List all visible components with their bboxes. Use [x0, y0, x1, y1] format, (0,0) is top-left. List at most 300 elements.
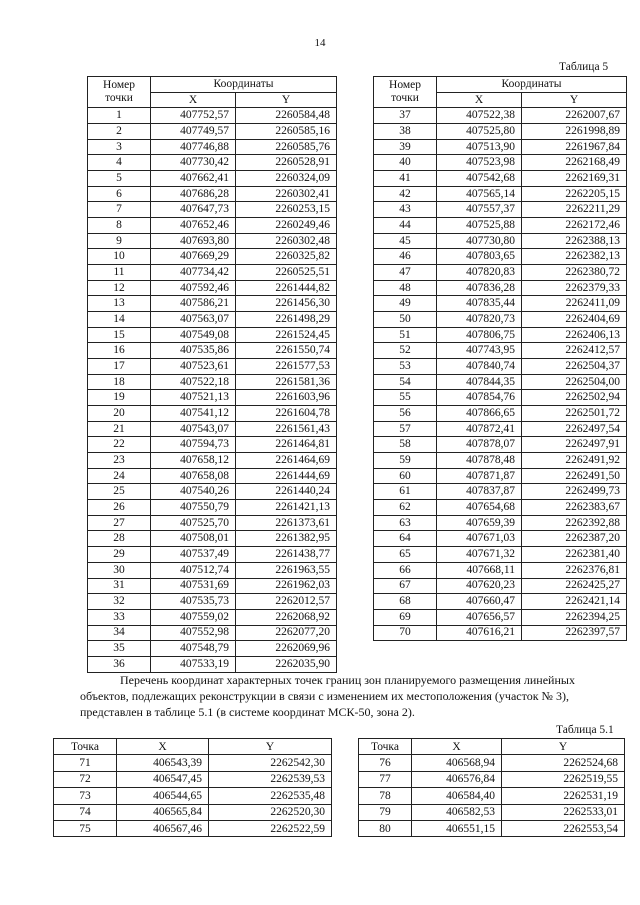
point-number-cell: 59 — [374, 453, 437, 469]
x-coordinate-cell: 407820,83 — [437, 265, 522, 281]
point-header: Точка — [359, 739, 412, 755]
point-number-cell: 24 — [88, 468, 151, 484]
table-row — [374, 171, 627, 187]
table-row — [359, 755, 625, 771]
table-row — [374, 186, 627, 202]
table-row — [88, 578, 337, 594]
table-row — [88, 656, 337, 672]
table-row — [88, 406, 337, 422]
x-coordinate-cell: 407658,12 — [151, 453, 236, 469]
point-number-cell: 67 — [374, 578, 437, 594]
x-coordinate-cell: 407542,68 — [437, 171, 522, 187]
table-5-right — [373, 76, 627, 641]
point-number-cell: 78 — [359, 788, 412, 804]
point-number-cell: 41 — [374, 171, 437, 187]
point-number-cell: 74 — [54, 804, 117, 820]
table-row — [374, 108, 627, 124]
point-number-cell: 21 — [88, 421, 151, 437]
y-coordinate-cell: 2261464,69 — [236, 453, 337, 469]
x-coordinate-cell: 407508,01 — [151, 531, 236, 547]
y-coordinate-cell: 2262168,49 — [522, 155, 627, 171]
table-row — [374, 312, 627, 328]
y-coordinate-cell: 2262380,72 — [522, 265, 627, 281]
y-coordinate-cell: 2261464,81 — [236, 437, 337, 453]
y-header: Y — [522, 92, 627, 108]
table-row — [88, 202, 337, 218]
table-row — [359, 804, 625, 820]
point-number-cell: 34 — [88, 625, 151, 641]
table-row — [374, 296, 627, 312]
point-number-cell: 77 — [359, 771, 412, 787]
table-row — [88, 171, 337, 187]
point-number-cell: 73 — [54, 788, 117, 804]
y-coordinate-cell: 2262501,72 — [522, 406, 627, 422]
table-row — [88, 453, 337, 469]
point-number-cell: 69 — [374, 609, 437, 625]
point-number-cell: 66 — [374, 562, 437, 578]
point-number-cell: 45 — [374, 233, 437, 249]
point-number-cell: 56 — [374, 406, 437, 422]
table-row — [88, 562, 337, 578]
table-row — [374, 594, 627, 610]
y-header: Y — [209, 739, 332, 755]
table-row — [54, 755, 332, 771]
y-coordinate-cell: 2261967,84 — [522, 139, 627, 155]
point-number-cell: 13 — [88, 296, 151, 312]
point-number-cell: 38 — [374, 124, 437, 140]
point-number-cell: 30 — [88, 562, 151, 578]
y-coordinate-cell: 2262397,57 — [522, 625, 627, 641]
table-row — [374, 437, 627, 453]
y-coordinate-cell: 2262383,67 — [522, 500, 627, 516]
table-5-1-right-body — [359, 755, 625, 837]
x-coordinate-cell: 407549,08 — [151, 327, 236, 343]
point-number-cell: 23 — [88, 453, 151, 469]
point-number-cell: 6 — [88, 186, 151, 202]
x-coordinate-cell: 406567,46 — [117, 820, 209, 836]
x-coordinate-cell: 407592,46 — [151, 280, 236, 296]
x-coordinate-cell: 407512,74 — [151, 562, 236, 578]
y-coordinate-cell: 2262491,50 — [522, 468, 627, 484]
header-number-line2: точки — [105, 92, 133, 105]
point-number-header — [88, 77, 151, 108]
point-number-cell: 29 — [88, 547, 151, 563]
x-coordinate-cell: 407616,21 — [437, 625, 522, 641]
table-row — [88, 594, 337, 610]
point-number-cell: 26 — [88, 500, 151, 516]
y-coordinate-cell: 2262502,94 — [522, 390, 627, 406]
y-coordinate-cell: 2261524,45 — [236, 327, 337, 343]
x-coordinate-cell: 407872,41 — [437, 421, 522, 437]
point-number-cell: 71 — [54, 755, 117, 771]
x-coordinate-cell: 407752,57 — [151, 108, 236, 124]
x-coordinate-cell: 407525,80 — [437, 124, 522, 140]
x-coordinate-cell: 407671,32 — [437, 547, 522, 563]
x-coordinate-cell: 406543,39 — [117, 755, 209, 771]
y-coordinate-cell: 2262012,57 — [236, 594, 337, 610]
paragraph-line: Перечень координат характерных точек границ зон планируемого размещения линейных — [120, 673, 575, 687]
table-row — [374, 343, 627, 359]
point-number-cell: 28 — [88, 531, 151, 547]
x-coordinate-cell: 407522,38 — [437, 108, 522, 124]
y-coordinate-cell: 2260302,48 — [236, 233, 337, 249]
point-number-cell: 40 — [374, 155, 437, 171]
x-coordinate-cell: 407693,80 — [151, 233, 236, 249]
y-coordinate-cell: 2262491,92 — [522, 453, 627, 469]
point-number-cell: 4 — [88, 155, 151, 171]
y-coordinate-cell: 2262388,13 — [522, 233, 627, 249]
table-row — [374, 484, 627, 500]
point-number-cell: 44 — [374, 218, 437, 234]
table-row — [359, 788, 625, 804]
point-number-cell: 27 — [88, 515, 151, 531]
table-row — [88, 155, 337, 171]
x-coordinate-cell: 407540,26 — [151, 484, 236, 500]
table-row — [374, 202, 627, 218]
y-coordinate-cell: 2261438,77 — [236, 547, 337, 563]
table-row — [374, 359, 627, 375]
y-coordinate-cell: 2262504,37 — [522, 359, 627, 375]
x-coordinate-cell: 407866,65 — [437, 406, 522, 422]
table-row — [374, 562, 627, 578]
table-row — [374, 155, 627, 171]
point-number-cell: 2 — [88, 124, 151, 140]
y-coordinate-cell: 2262524,68 — [502, 755, 625, 771]
y-coordinate-cell: 2262007,67 — [522, 108, 627, 124]
y-coordinate-cell: 2261577,53 — [236, 359, 337, 375]
point-number-header — [374, 77, 437, 108]
point-number-cell: 46 — [374, 249, 437, 265]
table-row — [88, 343, 337, 359]
y-coordinate-cell: 2262504,00 — [522, 374, 627, 390]
x-header: X — [117, 739, 209, 755]
y-coordinate-cell: 2262497,91 — [522, 437, 627, 453]
point-number-cell: 36 — [88, 656, 151, 672]
x-coordinate-cell: 407552,98 — [151, 625, 236, 641]
y-coordinate-cell: 2260253,15 — [236, 202, 337, 218]
x-coordinate-cell: 406544,65 — [117, 788, 209, 804]
point-number-cell: 58 — [374, 437, 437, 453]
table-row — [374, 374, 627, 390]
table-row — [88, 515, 337, 531]
point-number-cell: 9 — [88, 233, 151, 249]
point-number-cell: 57 — [374, 421, 437, 437]
table-row — [374, 547, 627, 563]
y-coordinate-cell: 2262499,73 — [522, 484, 627, 500]
y-coordinate-cell: 2262404,69 — [522, 312, 627, 328]
x-coordinate-cell: 407535,86 — [151, 343, 236, 359]
x-header: X — [412, 739, 502, 755]
x-coordinate-cell: 407749,57 — [151, 124, 236, 140]
y-coordinate-cell: 2261962,03 — [236, 578, 337, 594]
header-number-line1: Номер — [389, 79, 421, 92]
point-number-cell: 42 — [374, 186, 437, 202]
coordinates-header: Координаты — [437, 77, 627, 93]
y-coordinate-cell: 2262421,14 — [522, 594, 627, 610]
point-number-cell: 18 — [88, 374, 151, 390]
x-coordinate-cell: 407656,57 — [437, 609, 522, 625]
y-coordinate-cell: 2262169,31 — [522, 171, 627, 187]
x-coordinate-cell: 407559,02 — [151, 609, 236, 625]
point-number-cell: 25 — [88, 484, 151, 500]
x-coordinate-cell: 407565,14 — [437, 186, 522, 202]
y-coordinate-cell: 2262412,57 — [522, 343, 627, 359]
table-row — [374, 233, 627, 249]
x-coordinate-cell: 407743,95 — [437, 343, 522, 359]
y-coordinate-cell: 2262425,27 — [522, 578, 627, 594]
coordinates-header: Координаты — [151, 77, 337, 93]
x-coordinate-cell: 407550,79 — [151, 500, 236, 516]
table-5-1-right — [358, 738, 625, 837]
point-number-cell: 52 — [374, 343, 437, 359]
x-coordinate-cell: 407854,76 — [437, 390, 522, 406]
y-coordinate-cell: 2262035,90 — [236, 656, 337, 672]
y-coordinate-cell: 2262392,88 — [522, 515, 627, 531]
point-number-cell: 43 — [374, 202, 437, 218]
point-number-cell: 33 — [88, 609, 151, 625]
table-row — [88, 108, 337, 124]
x-coordinate-cell: 406551,15 — [412, 820, 502, 836]
x-coordinate-cell: 407837,87 — [437, 484, 522, 500]
y-coordinate-cell: 2262497,54 — [522, 421, 627, 437]
y-coordinate-cell: 2261581,36 — [236, 374, 337, 390]
y-coordinate-cell: 2262172,46 — [522, 218, 627, 234]
x-coordinate-cell: 407686,28 — [151, 186, 236, 202]
x-coordinate-cell: 406565,84 — [117, 804, 209, 820]
table-row — [374, 249, 627, 265]
table-5-1-left — [53, 738, 332, 837]
x-coordinate-cell: 406547,45 — [117, 771, 209, 787]
x-coordinate-cell: 407836,28 — [437, 280, 522, 296]
point-number-cell: 75 — [54, 820, 117, 836]
point-number-cell: 50 — [374, 312, 437, 328]
point-number-cell: 37 — [374, 108, 437, 124]
x-coordinate-cell: 407548,79 — [151, 641, 236, 657]
page-number: 14 — [314, 37, 326, 49]
point-number-cell: 70 — [374, 625, 437, 641]
point-number-cell: 14 — [88, 312, 151, 328]
y-coordinate-cell: 2262553,54 — [502, 820, 625, 836]
x-coordinate-cell: 407730,42 — [151, 155, 236, 171]
x-coordinate-cell: 407820,73 — [437, 312, 522, 328]
y-coordinate-cell: 2261498,29 — [236, 312, 337, 328]
y-coordinate-cell: 2261440,24 — [236, 484, 337, 500]
x-coordinate-cell: 407594,73 — [151, 437, 236, 453]
point-number-cell: 64 — [374, 531, 437, 547]
point-number-cell: 80 — [359, 820, 412, 836]
point-number-cell: 31 — [88, 578, 151, 594]
y-coordinate-cell: 2261604,78 — [236, 406, 337, 422]
point-number-cell: 53 — [374, 359, 437, 375]
x-coordinate-cell: 407806,75 — [437, 327, 522, 343]
table-row — [88, 374, 337, 390]
x-coordinate-cell: 406568,94 — [412, 755, 502, 771]
table-row — [374, 280, 627, 296]
x-header: X — [437, 92, 522, 108]
y-coordinate-cell: 2260324,09 — [236, 171, 337, 187]
table-5-1-left-body — [54, 755, 332, 837]
point-number-cell: 11 — [88, 265, 151, 281]
y-coordinate-cell: 2262535,48 — [209, 788, 332, 804]
point-number-cell: 12 — [88, 280, 151, 296]
table-5-left — [87, 76, 337, 673]
y-coordinate-cell: 2262077,20 — [236, 625, 337, 641]
table-row — [88, 421, 337, 437]
x-coordinate-cell: 407537,49 — [151, 547, 236, 563]
point-number-cell: 47 — [374, 265, 437, 281]
table-row — [88, 625, 337, 641]
point-number-cell: 65 — [374, 547, 437, 563]
y-coordinate-cell: 2261998,89 — [522, 124, 627, 140]
y-coordinate-cell: 2261421,13 — [236, 500, 337, 516]
table-5-1-label: Таблица 5.1 — [556, 724, 614, 736]
x-coordinate-cell: 406584,40 — [412, 788, 502, 804]
y-coordinate-cell: 2261550,74 — [236, 343, 337, 359]
header-number-line2: точки — [391, 92, 419, 105]
table-row — [88, 218, 337, 234]
point-number-cell: 76 — [359, 755, 412, 771]
x-coordinate-cell: 407535,73 — [151, 594, 236, 610]
point-number-cell: 19 — [88, 390, 151, 406]
x-coordinate-cell: 407662,41 — [151, 171, 236, 187]
table-row — [374, 218, 627, 234]
x-coordinate-cell: 406582,53 — [412, 804, 502, 820]
table-row — [88, 500, 337, 516]
point-number-cell: 35 — [88, 641, 151, 657]
y-coordinate-cell: 2262411,09 — [522, 296, 627, 312]
table-row — [359, 771, 625, 787]
table-row — [88, 124, 337, 140]
x-coordinate-cell: 407746,88 — [151, 139, 236, 155]
y-header: Y — [236, 92, 337, 108]
y-coordinate-cell: 2260302,41 — [236, 186, 337, 202]
y-coordinate-cell: 2262205,15 — [522, 186, 627, 202]
x-header: X — [151, 92, 236, 108]
table-row — [359, 820, 625, 836]
y-coordinate-cell: 2262376,81 — [522, 562, 627, 578]
table-row — [374, 327, 627, 343]
y-coordinate-cell: 2261444,82 — [236, 280, 337, 296]
x-coordinate-cell: 407671,03 — [437, 531, 522, 547]
table-row — [374, 531, 627, 547]
x-coordinate-cell: 407522,18 — [151, 374, 236, 390]
table-row — [374, 124, 627, 140]
point-number-cell: 63 — [374, 515, 437, 531]
y-coordinate-cell: 2261373,61 — [236, 515, 337, 531]
x-coordinate-cell: 407835,44 — [437, 296, 522, 312]
x-coordinate-cell: 407586,21 — [151, 296, 236, 312]
table-row — [88, 359, 337, 375]
y-coordinate-cell: 2262068,92 — [236, 609, 337, 625]
y-coordinate-cell: 2261603,96 — [236, 390, 337, 406]
table-row — [88, 547, 337, 563]
point-number-cell: 22 — [88, 437, 151, 453]
point-number-cell: 39 — [374, 139, 437, 155]
point-number-cell: 3 — [88, 139, 151, 155]
header-number-line1: Номер — [103, 79, 135, 92]
point-number-cell: 16 — [88, 343, 151, 359]
y-coordinate-cell: 2261444,69 — [236, 468, 337, 484]
y-coordinate-cell: 2261382,95 — [236, 531, 337, 547]
y-coordinate-cell: 2262382,13 — [522, 249, 627, 265]
x-coordinate-cell: 406576,84 — [412, 771, 502, 787]
table-row — [88, 484, 337, 500]
y-coordinate-cell: 2261963,55 — [236, 562, 337, 578]
y-coordinate-cell: 2262522,59 — [209, 820, 332, 836]
point-number-cell: 51 — [374, 327, 437, 343]
point-number-cell: 72 — [54, 771, 117, 787]
table-row — [374, 453, 627, 469]
table-row — [374, 578, 627, 594]
y-coordinate-cell: 2262381,40 — [522, 547, 627, 563]
table-row — [374, 265, 627, 281]
table-row — [88, 531, 337, 547]
y-coordinate-cell: 2262211,29 — [522, 202, 627, 218]
x-coordinate-cell: 407840,74 — [437, 359, 522, 375]
x-coordinate-cell: 407658,08 — [151, 468, 236, 484]
y-coordinate-cell: 2260325,82 — [236, 249, 337, 265]
y-coordinate-cell: 2261456,30 — [236, 296, 337, 312]
table-row — [374, 139, 627, 155]
table-row — [54, 820, 332, 836]
table-row — [374, 500, 627, 516]
x-coordinate-cell: 407803,65 — [437, 249, 522, 265]
x-coordinate-cell: 407533,19 — [151, 656, 236, 672]
table-row — [54, 771, 332, 787]
point-number-cell: 79 — [359, 804, 412, 820]
x-coordinate-cell: 407669,29 — [151, 249, 236, 265]
y-coordinate-cell: 2262394,25 — [522, 609, 627, 625]
x-coordinate-cell: 407525,70 — [151, 515, 236, 531]
table-row — [88, 139, 337, 155]
y-coordinate-cell: 2262379,33 — [522, 280, 627, 296]
point-number-cell: 8 — [88, 218, 151, 234]
y-coordinate-cell: 2262542,30 — [209, 755, 332, 771]
point-number-cell: 60 — [374, 468, 437, 484]
x-coordinate-cell: 407543,07 — [151, 421, 236, 437]
y-coordinate-cell: 2262533,01 — [502, 804, 625, 820]
table-row — [88, 312, 337, 328]
table-row — [54, 804, 332, 820]
x-coordinate-cell: 407521,13 — [151, 390, 236, 406]
y-coordinate-cell: 2260525,51 — [236, 265, 337, 281]
x-coordinate-cell: 407557,37 — [437, 202, 522, 218]
table-row — [54, 788, 332, 804]
y-coordinate-cell: 2262519,55 — [502, 771, 625, 787]
y-coordinate-cell: 2262387,20 — [522, 531, 627, 547]
y-coordinate-cell: 2262520,30 — [209, 804, 332, 820]
point-number-cell: 5 — [88, 171, 151, 187]
point-number-cell: 62 — [374, 500, 437, 516]
table-row — [374, 468, 627, 484]
table-5-label: Таблица 5 — [559, 61, 609, 73]
y-header: Y — [502, 739, 625, 755]
point-number-cell: 7 — [88, 202, 151, 218]
x-coordinate-cell: 407660,47 — [437, 594, 522, 610]
table-row — [88, 327, 337, 343]
table-row — [88, 186, 337, 202]
table-row — [374, 406, 627, 422]
x-coordinate-cell: 407523,61 — [151, 359, 236, 375]
table-5-right-body — [374, 108, 627, 641]
x-coordinate-cell: 407541,12 — [151, 406, 236, 422]
y-coordinate-cell: 2260528,91 — [236, 155, 337, 171]
x-coordinate-cell: 407513,90 — [437, 139, 522, 155]
y-coordinate-cell: 2260585,16 — [236, 124, 337, 140]
x-coordinate-cell: 407647,73 — [151, 202, 236, 218]
point-number-cell: 15 — [88, 327, 151, 343]
y-coordinate-cell: 2262531,19 — [502, 788, 625, 804]
